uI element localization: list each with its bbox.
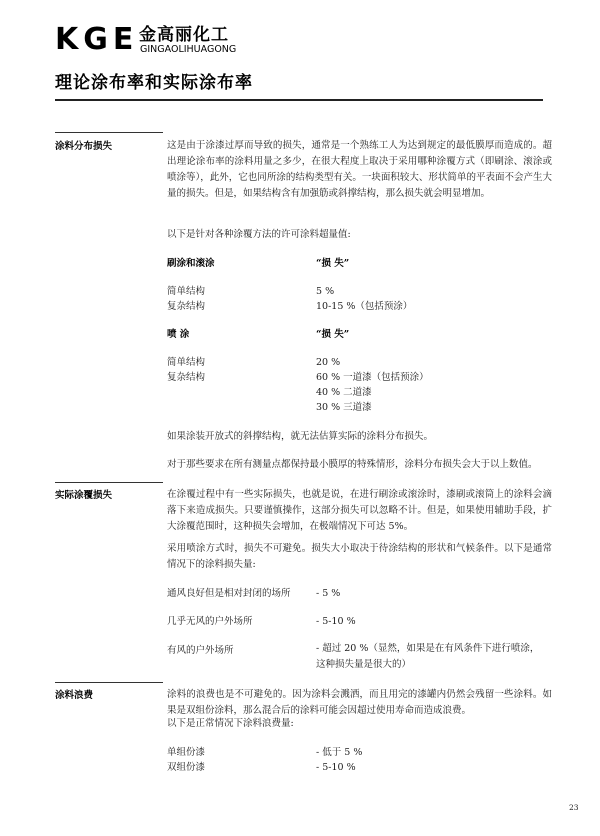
brush-row-label: 简单结构 [167, 286, 206, 297]
section-heading-waste: 涂料浪费 [55, 690, 94, 701]
logo-pinyin-name: GINGAOLIHUAGONG [140, 44, 237, 55]
brush-row-value: 5 % [316, 286, 335, 297]
section-rule [55, 132, 163, 133]
paragraph-dist-note2: 对于那些要求在所有测量点都保持最小膜厚的特殊情形，涂料分布损失会大于以上数值。 [167, 459, 538, 470]
title-rule [55, 99, 543, 101]
spray-complex-value: 30 % 三道漆 [316, 402, 372, 413]
section-rule [55, 482, 163, 483]
logo-mark: KGE [55, 22, 139, 57]
paragraph-dist-lead: 以下是针对各种涂覆方法的许可涂料超量值: [167, 229, 351, 240]
spray-simple-value: 20 % [316, 357, 341, 368]
section-heading-actual: 实际涂覆损失 [55, 490, 113, 501]
section-heading-dist: 涂料分布损失 [55, 141, 113, 152]
waste-row-value: - 5-10 % [316, 762, 356, 773]
brush-row-value: 10-15 %（包括预涂） [316, 301, 413, 312]
paragraph-dist-intro: 这是由于涂漆过厚而导致的损失，通常是一个熟练工人为达到规定的最低膜厚而造成的。超出理论涂布率的涂料用量之多少，在很大程度上取决于采用哪种涂覆方式（即刷涂、滚涂或喷涂等），此外，它也同所涂的结构类型有关。一块面积较大、形状简单的平表面不会产生大量的损失。但是，如果结构含有加强筋或斜撑结构，那么损失就会明显增加。 [167, 140, 552, 199]
section-rule [55, 682, 163, 683]
spray-complex-label: 复杂结构 [167, 372, 206, 383]
actual-row-value: - 超过 20 %（显然，如果是在有风条件下进行喷涂，这种损失量是很大的） [316, 643, 540, 670]
actual-row-label: 有风的户外场所 [167, 645, 234, 656]
brush-row-label: 复杂结构 [167, 301, 206, 312]
spray-simple-label: 简单结构 [167, 357, 206, 368]
paragraph-actual-spray: 采用喷涂方式时，损失不可避免。损失大小取决于待涂结构的形状和气候条件。以下是通常情况下的涂料损失量: [167, 543, 552, 570]
waste-row-value: - 低于 5 % [316, 747, 363, 758]
waste-row-label: 双组份漆 [167, 762, 206, 773]
actual-row-label: 通风良好但是相对封闭的场所 [167, 588, 291, 599]
spray-complex-value: 60 % 一道漆（包括预涂） [316, 372, 429, 383]
actual-row-value: - 5 % [316, 588, 341, 599]
method-brush: 刷涂和滚涂 [167, 258, 215, 269]
paragraph-waste-lead: 以下是正常情况下涂料浪费量: [167, 718, 294, 729]
paragraph-actual-intro: 在涂覆过程中有一些实际损失，也就是说，在进行刷涂或滚涂时，漆刷或滚筒上的涂料会滴落下来造成损失。只要谨慎操作，这部分损失可以忽略不计。但是，如果使用辅助手段，扩大涂覆范围时，这种损失会增加，在极端情况下可达 5%。 [167, 489, 552, 532]
actual-row-value: - 5-10 % [316, 616, 356, 627]
loss-label-spray: “损 失” [316, 329, 350, 340]
waste-row-label: 单组份漆 [167, 747, 206, 758]
loss-label-brush: “损 失” [316, 258, 350, 269]
page-number: 23 [569, 803, 579, 812]
spray-complex-value: 40 % 二道漆 [316, 387, 372, 398]
paragraph-dist-note1: 如果涂装开放式的斜撑结构，就无法估算实际的涂料分布损失。 [167, 431, 434, 442]
actual-row-label: 几乎无风的户外场所 [167, 616, 253, 627]
logo-chinese-name: 金高丽化工 [139, 25, 229, 45]
paragraph-waste-intro: 涂料的浪费也是不可避免的。因为涂料会溅洒，而且用完的漆罐内仍然会残留一些涂料。如果是双组份涂料，那么混合后的涂料可能会因超过使用寿命而造成浪费。 [167, 689, 552, 716]
method-spray: 喷 涂 [167, 329, 190, 340]
page-title: 理论涂布率和实际涂布率 [55, 73, 253, 93]
